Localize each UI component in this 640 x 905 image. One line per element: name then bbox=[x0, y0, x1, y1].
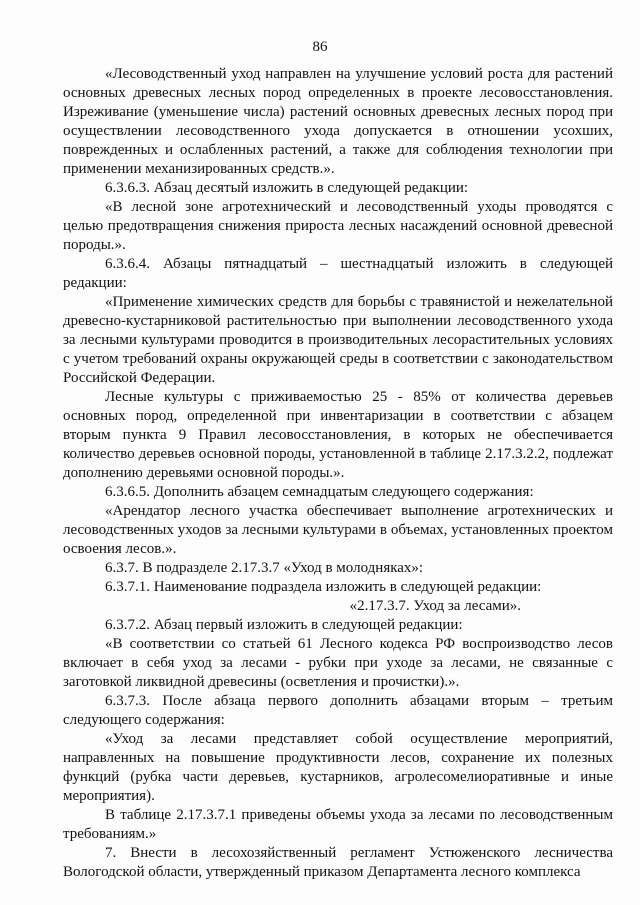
paragraph: 6.3.6.5. Дополнить абзацем семнадцатым следующего содержания: bbox=[105, 484, 534, 500]
paragraph: «В лесной зоне агротехнический и лесоводственный уходы проводятся с целью предотвращения снижения прироста лесных насаждений основной древесной породы.». bbox=[63, 199, 613, 253]
paragraph: 6.3.7.1. Наименование подраздела изложить в следующей редакции: bbox=[105, 579, 542, 595]
paragraph: «Арендатор лесного участка обеспечивает выполнение агротехнических и лесоводственных уходов за лесными культурами в объемах, установленных проектом освоения лесов.». bbox=[63, 503, 613, 557]
paragraph: 6.3.6.3. Абзац десятый изложить в следующей редакции: bbox=[105, 180, 469, 196]
subsection-title: «2.17.3.7. Уход за лесами». bbox=[349, 598, 521, 614]
paragraph: 6.3.7.2. Абзац первый изложить в следующей редакции: bbox=[105, 617, 463, 633]
paragraph: Лесные культуры с приживаемостью 25 - 85% от количества деревьев основных пород, определенной при инвентаризации в соответствии с абзацем вторым пункта 9 Правил лесовосстановления, в которых не обеспечивается количество деревьев основной породы, установленной в таблице 2.17.3.2.2, подлежат дополнению деревьями основной породы.». bbox=[63, 389, 613, 481]
paragraph: В таблице 2.17.3.7.1 приведены объемы ухода за лесами по лесоводственным требованиям.» bbox=[63, 807, 613, 842]
document-body bbox=[63, 65, 613, 882]
paragraph: 6.3.6.4. Абзацы пятнадцатый – шестнадцатый изложить в следующей редакции: bbox=[63, 256, 613, 291]
page-number: 86 bbox=[312, 39, 328, 55]
paragraph: 6.3.7. В подразделе 2.17.3.7 «Уход в молодняках»: bbox=[105, 560, 424, 576]
paragraph: 7. Внести в лесохозяйственный регламент Устюженского лесничества Вологодской области, утвержденный приказом Департамента лесного комплекса bbox=[63, 845, 613, 880]
paragraph: «Применение химических средств для борьбы с травянистой и нежелательной древесно-кустарниковой растительностью при выполнении лесоводственного ухода за лесными культурами проводится в производительных лесорастительных условиях с учетом требований охраны окружающей среды в соответствии с законодательством Российской Федерации. bbox=[63, 294, 613, 386]
paragraph: «В соответствии со статьей 61 Лесного кодекса РФ воспроизводство лесов включает в себя уход за лесами - рубки при уходе за лесами, не связанные с заготовкой ликвидной древесины (осветления и прочистки).». bbox=[63, 636, 613, 690]
paragraph: «Уход за лесами представляет собой осуществление мероприятий, направленных на повышение продуктивности лесов, сохранение их полезных функций (рубка части деревьев, кустарников, агролесомелиоративные и иные мероприятия). bbox=[63, 731, 613, 804]
paragraph: «Лесоводственный уход направлен на улучшение условий роста для растений основных древесных лесных пород определенных в проекте лесовосстановления. Изреживание (уменьшение числа) растений основных древесных лесных пород при осуществлении лесоводственного ухода допускается в отношении усохших, поврежденных и ослабленных растений, а также для соблюдения технологии при применении механизированных средств.». bbox=[63, 66, 613, 177]
paragraph: 6.3.7.3. После абзаца первого дополнить абзацами вторым – третьим следующего содержания: bbox=[63, 693, 613, 728]
